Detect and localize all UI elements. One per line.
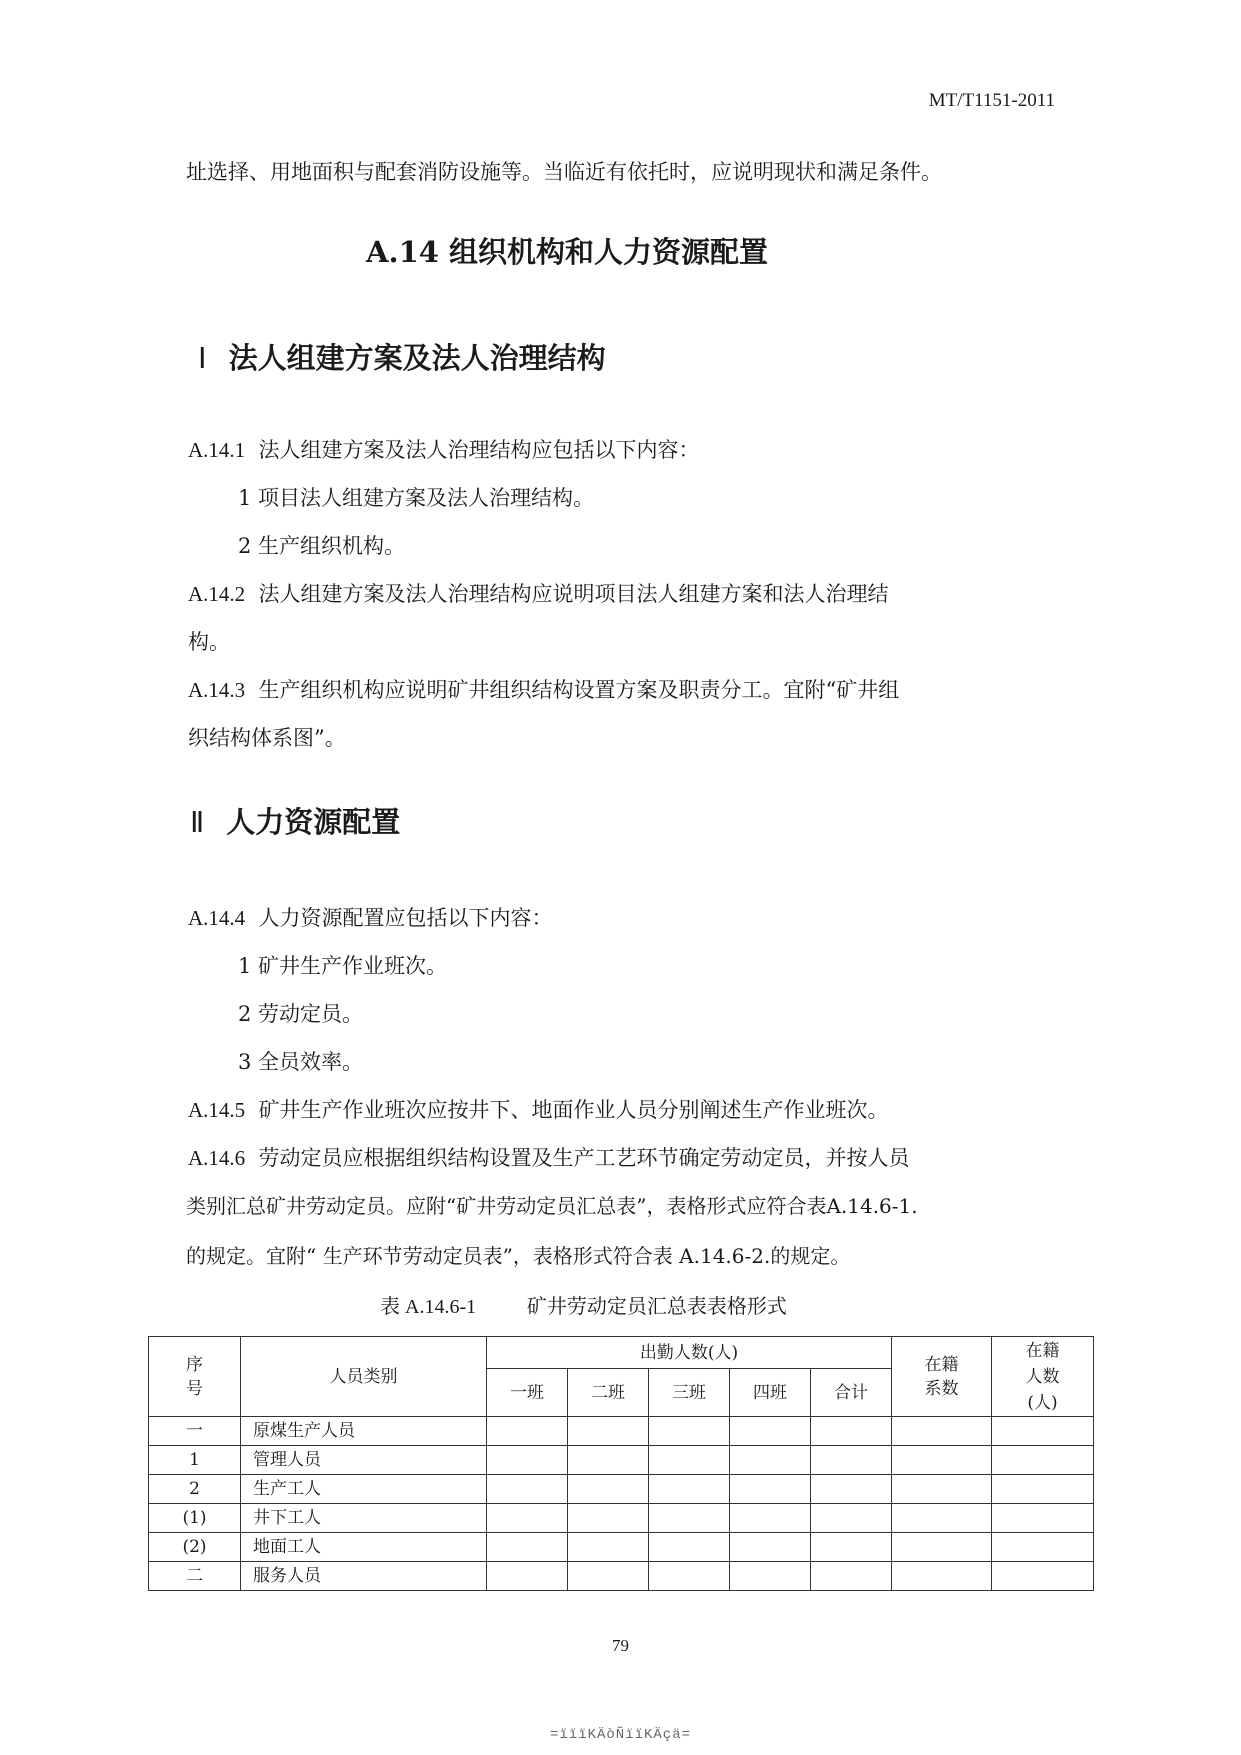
clause-a14-1 [188,434,700,464]
header-shift-3: 三班 [649,1369,730,1417]
table-row [149,1504,1094,1533]
clause-a14-5 [188,1094,889,1124]
header-seq: 序号 [149,1337,241,1417]
table-row [149,1417,1094,1446]
table-caption-number: 表 A.14.6-1 [380,1296,477,1318]
clause-number: A.14.2 [188,582,246,606]
part1-heading [198,336,606,377]
clause-continuation: 类别汇总矿井劳动定员。应附“矿井劳动定员汇总表”，表格形式应符合表A.14.6-1. [186,1194,918,1218]
header-type: 人员类别 [241,1337,487,1417]
footer-watermark: =ïïïKÄòÑïïKÄçä= [549,1727,692,1743]
row-seq: (1) [149,1504,241,1533]
header-coefficient: 在籍系数 [892,1337,992,1417]
table-caption-text: 矿井劳动定员汇总表表格形式 [526,1294,787,1318]
clause-text: 矿井生产作业班次应按井下、地面作业人员分别阐述生产作业班次。 [258,1098,889,1122]
part2-heading [190,800,400,841]
clause-continuation: 的规定。宜附“ 生产环节劳动定员表”，表格形式符合表 A.14.6-2.的规定。 [186,1244,851,1268]
header-registered: 在籍人数(人) [992,1337,1094,1417]
row-seq: (2) [149,1533,241,1562]
part2-numeral: Ⅱ [190,807,205,839]
row-seq: 一 [149,1417,241,1446]
part1-numeral: Ⅰ [198,343,207,375]
clause-a14-4 [188,902,553,932]
part1-title: 法人组建方案及法人治理结构 [228,341,606,375]
row-name: 原煤生产人员 [241,1417,487,1446]
row-seq: 二 [149,1562,241,1591]
row-seq: 2 [149,1475,241,1504]
row-name: 生产工人 [241,1475,487,1504]
document-code: MT/T1151-2011 [928,90,1055,111]
list-item: 1 项目法人组建方案及法人治理结构。 [238,486,595,510]
clause-text: 劳动定员应根据组织结构设置及生产工艺环节确定劳动定员，并按人员 [258,1146,910,1170]
table-row [149,1475,1094,1504]
list-item: 3 全员效率。 [238,1050,364,1074]
row-name: 井下工人 [241,1504,487,1533]
row-name: 服务人员 [241,1562,487,1591]
clause-continuation: 织结构体系图”。 [188,726,346,750]
row-name: 地面工人 [241,1533,487,1562]
clause-number: A.14.3 [188,678,246,702]
list-item: 1 矿井生产作业班次。 [238,954,448,978]
staffing-summary-table [148,1336,1094,1591]
clause-number: A.14.1 [188,438,246,462]
section-title: A.14 组织机构和人力资源配置 [366,235,769,269]
header-total: 合计 [811,1369,892,1417]
table-row [149,1446,1094,1475]
header-shift-2: 二班 [568,1369,649,1417]
clause-number: A.14.4 [188,906,246,930]
header-shift-1: 一班 [487,1369,568,1417]
table-row [149,1562,1094,1591]
table-row [149,1533,1094,1562]
header-shift-4: 四班 [730,1369,811,1417]
clause-a14-3 [188,674,899,704]
row-seq: 1 [149,1446,241,1475]
clause-number: A.14.5 [188,1098,246,1122]
clause-continuation: 构。 [188,630,230,654]
part2-title: 人力资源配置 [226,805,401,839]
intro-line: 址选择、用地面积与配套消防设施等。当临近有依托时，应说明现状和满足条件。 [186,160,942,184]
clause-text: 法人组建方案及法人治理结构应包括以下内容： [258,438,700,462]
clause-text: 人力资源配置应包括以下内容： [258,906,553,930]
page-number: 79 [612,1636,629,1655]
clause-a14-6 [188,1142,910,1172]
table-caption [380,1290,787,1319]
clause-number: A.14.6 [188,1146,246,1170]
list-item: 2 生产组织机构。 [238,534,406,558]
list-item: 2 劳动定员。 [238,1002,364,1026]
clause-a14-2 [188,578,889,608]
row-name: 管理人员 [241,1446,487,1475]
clause-text: 生产组织机构应说明矿井组织结构设置方案及职责分工。宜附“矿井组 [258,678,900,702]
clause-text: 法人组建方案及法人治理结构应说明项目法人组建方案和法人治理结 [258,582,889,606]
header-attendance: 出勤人数(人) [487,1337,892,1369]
